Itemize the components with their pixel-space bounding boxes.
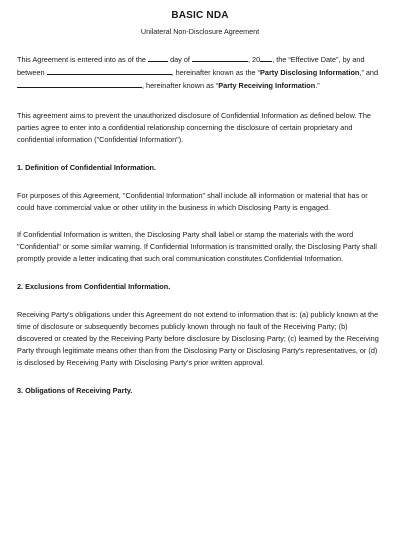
document-subtitle: Unilateral Non-Disclosure Agreement (140, 27, 260, 36)
section-2-paragraph-1: Receiving Party's obligations under this Agreement do not extend to information that is: (a) publicly known at the time of disclosure or subsequently becomes publicly known through no fault of the Receiving Party; (b) discovered or created by the Receiving Party before disclosure by Disclosing Party; (c) learned by the Receiving Party through legitimate means other than from the Disclosing Party or Disclosing Party's representatives, or (d) is disclosed by Receiving Party with Disclosing Party's prior written approval. (17, 310, 379, 367)
day-blank[interactable] (148, 53, 168, 62)
receiving-party-blank[interactable] (17, 79, 142, 88)
section-1-paragraph-1: For purposes of this Agreement, "Confidential Information" shall include all information or material that has or could have commercial value or other utility in the business in which Disclosing Party is engaged. (17, 191, 368, 212)
section-2-heading: 2. Exclusions from Confidential Information. (17, 282, 171, 291)
intro-text-2: day of (170, 55, 190, 64)
intro-text-6: , hereinafter known as the “ (171, 68, 261, 77)
intro-text-9: .” (315, 81, 320, 90)
intro-paragraph (17, 53, 383, 92)
section-3-heading: 3. Obligations of Receiving Party. (17, 386, 133, 395)
document-title: BASIC NDA (171, 10, 229, 21)
section-1-heading: 1. Definition of Confidential Information. (17, 163, 157, 172)
purpose-paragraph: This agreement aims to prevent the unauthorized disclosure of Confidential Information as defined below. The parties agree to enter into a confidential relationship concerning the disclosure of certain proprietary and confidential information ("Confidential Information"). (17, 111, 371, 144)
disclosing-party-blank[interactable] (47, 66, 172, 75)
year-blank[interactable] (260, 53, 272, 62)
intro-text-4: , the “Effective (272, 55, 319, 64)
intro-text-3: , 20 (247, 55, 261, 64)
intro-text-5: Date”, by and between (17, 55, 365, 77)
month-blank[interactable] (192, 53, 248, 62)
intro-text-8: , hereinafter known as “ (142, 81, 219, 90)
party-receiving-label: Party Receiving Information (218, 81, 316, 90)
section-1-paragraph-2: If Confidential Information is written, the Disclosing Party shall label or stamp the materials with the word "Confidential" or some similar warning. If Confidential Information is transmitted orally, the Disclosing Party shall promptly provide a letter indicating that such oral communication constitutes Confidential Information. (17, 230, 377, 263)
party-disclosing-label: Party Disclosing Information (260, 68, 360, 77)
intro-text-1: This Agreement is entered into as of the (17, 55, 146, 64)
intro-text-7: ,” and (359, 68, 379, 77)
